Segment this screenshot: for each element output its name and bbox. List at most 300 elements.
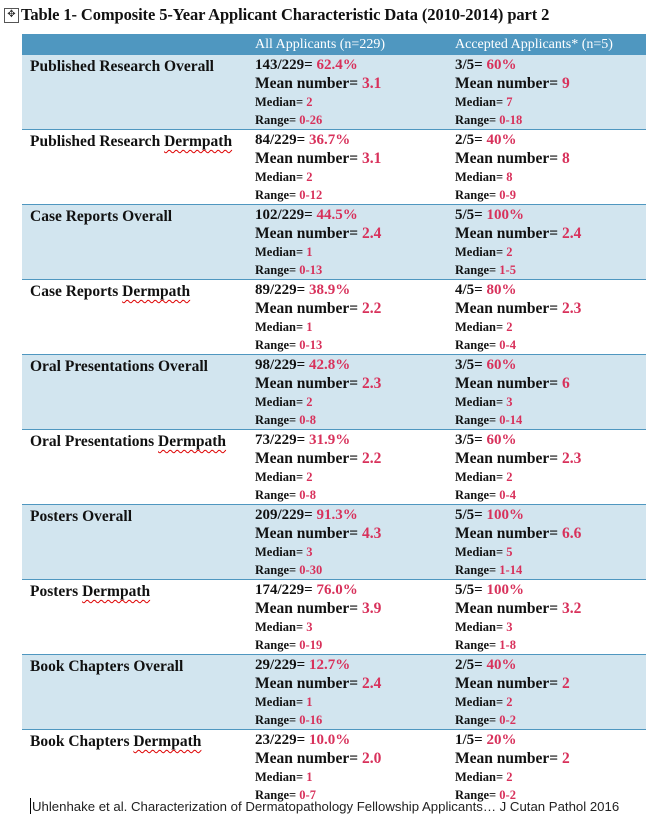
accepted-applicants-cell: [448, 280, 646, 355]
percent: 42.8%: [308, 357, 351, 373]
range-label: Range=: [255, 487, 300, 502]
percent: 100%: [486, 207, 524, 223]
percent: 76.0%: [316, 582, 358, 598]
count-line: [255, 432, 448, 450]
row-label-misspelled: Dermpath: [133, 733, 202, 750]
median-value: 1: [306, 769, 313, 784]
median-line: [255, 243, 448, 261]
percent: 36.7%: [308, 132, 351, 148]
percent: 100%: [486, 507, 524, 523]
row-label-text: Case Reports Overall: [30, 208, 173, 225]
median-value: 3: [506, 394, 513, 409]
median-value: 2: [306, 94, 313, 109]
all-applicants-cell: [248, 205, 448, 280]
median-value: 2: [506, 244, 513, 259]
median-value: 1: [306, 244, 313, 259]
mean-label: Mean number=: [255, 749, 362, 767]
count: 29/229=: [255, 657, 309, 673]
median-label: Median=: [455, 694, 507, 709]
range-line: [455, 411, 646, 429]
table-body: [22, 55, 646, 804]
count: 174/229=: [255, 582, 317, 598]
median-label: Median=: [255, 319, 307, 334]
median-line: [455, 243, 646, 261]
table-title: Table 1- Composite 5-Year Applicant Characteristic Data (2010-2014) part 2: [21, 5, 550, 24]
mean-line: [455, 450, 646, 468]
all-applicants-cell: [248, 580, 448, 655]
median-label: Median=: [455, 544, 507, 559]
mean-label: Mean number=: [255, 674, 362, 692]
row-label-cell: [22, 55, 248, 130]
count: 2/5=: [455, 132, 487, 148]
count: 102/229=: [255, 207, 317, 223]
mean-label: Mean number=: [255, 374, 362, 392]
row-label: [29, 432, 248, 451]
count: 209/229=: [255, 507, 317, 523]
mean-value: 2.4: [362, 224, 382, 242]
median-line: [455, 93, 646, 111]
row-label-text: Case Reports: [30, 283, 123, 300]
table-row: [22, 580, 646, 655]
median-label: Median=: [455, 394, 507, 409]
median-label: Median=: [255, 169, 307, 184]
count: 3/5=: [455, 57, 487, 73]
row-label-cell: [22, 430, 248, 505]
range-line: [455, 711, 646, 729]
mean-line: [255, 225, 448, 243]
median-line: [255, 318, 448, 336]
percent: 60%: [486, 432, 517, 448]
median-line: [255, 393, 448, 411]
range-line: [455, 261, 646, 279]
median-label: Median=: [455, 319, 507, 334]
accepted-applicants-cell: [448, 205, 646, 280]
mean-label: Mean number=: [455, 74, 562, 92]
count-line: [255, 57, 448, 75]
mean-label: Mean number=: [255, 224, 362, 242]
mean-value: 2.4: [562, 224, 582, 242]
mean-value: 6.6: [562, 524, 582, 542]
range-line: [255, 111, 448, 129]
count-line: [455, 282, 646, 300]
range-label: Range=: [255, 562, 300, 577]
median-value: 5: [506, 544, 513, 559]
median-line: [455, 693, 646, 711]
percent: 91.3%: [316, 507, 358, 523]
mean-label: Mean number=: [455, 224, 562, 242]
median-label: Median=: [255, 244, 307, 259]
range-label: Range=: [255, 337, 300, 352]
median-line: [455, 318, 646, 336]
mean-line: [455, 525, 646, 543]
count: 5/5=: [455, 507, 487, 523]
median-value: 3: [306, 619, 313, 634]
row-label-cell: [22, 580, 248, 655]
median-line: [255, 768, 448, 786]
range-value: 1-5: [499, 262, 516, 277]
percent: 62.4%: [316, 57, 358, 73]
percent: 44.5%: [316, 207, 358, 223]
range-label: Range=: [255, 112, 300, 127]
median-line: [255, 168, 448, 186]
mean-line: [455, 150, 646, 168]
table-row: [22, 730, 646, 805]
mean-value: 3.2: [562, 599, 582, 617]
range-label: Range=: [255, 787, 300, 802]
accepted-applicants-cell: [448, 655, 646, 730]
mean-value: 2.3: [562, 299, 582, 317]
count-line: [255, 732, 448, 750]
count: 98/229=: [255, 357, 309, 373]
mean-value: 2.0: [362, 749, 382, 767]
mean-line: [255, 675, 448, 693]
median-value: 2: [506, 694, 513, 709]
range-line: [255, 261, 448, 279]
count-line: [255, 282, 448, 300]
range-value: 0-13: [299, 337, 323, 352]
range-value: 0-2: [499, 712, 516, 727]
row-label-misspelled: Dermpath: [122, 283, 191, 300]
row-label: [29, 57, 248, 76]
mean-value: 2.2: [362, 299, 382, 317]
header-row: [22, 34, 646, 55]
all-applicants-cell: [248, 130, 448, 205]
range-label: Range=: [455, 337, 500, 352]
range-value: 0-2: [499, 787, 516, 802]
count: 84/229=: [255, 132, 309, 148]
mean-value: 3.1: [362, 74, 382, 92]
median-value: 2: [306, 169, 313, 184]
range-line: [255, 636, 448, 654]
mean-label: Mean number=: [455, 524, 562, 542]
mean-value: 2.2: [362, 449, 382, 467]
range-line: [255, 561, 448, 579]
median-line: [255, 693, 448, 711]
count-line: [255, 357, 448, 375]
range-label: Range=: [455, 562, 500, 577]
mean-value: 9: [562, 74, 570, 92]
median-label: Median=: [255, 394, 307, 409]
count-line: [255, 582, 448, 600]
median-line: [255, 93, 448, 111]
table-row: [22, 355, 646, 430]
range-value: 0-13: [299, 262, 323, 277]
mean-value: 2.3: [562, 449, 582, 467]
percent: 60%: [486, 57, 517, 73]
median-line: [455, 168, 646, 186]
all-applicants-cell: [248, 730, 448, 805]
row-label-text: Published Research Overall: [30, 58, 214, 75]
mean-label: Mean number=: [255, 299, 362, 317]
accepted-applicants-cell: [448, 55, 646, 130]
percent: 20%: [486, 732, 517, 748]
range-value: 0-8: [299, 487, 316, 502]
all-applicants-cell: [248, 505, 448, 580]
row-label-misspelled: Dermpath: [158, 433, 227, 450]
mean-value: 2.3: [362, 374, 382, 392]
range-value: 0-18: [499, 112, 523, 127]
count: 73/229=: [255, 432, 309, 448]
mean-line: [455, 300, 646, 318]
row-label-text: Posters: [30, 583, 83, 600]
median-value: 8: [506, 169, 513, 184]
table-row: [22, 55, 646, 130]
range-line: [455, 186, 646, 204]
percent: 40%: [486, 657, 517, 673]
median-value: 7: [506, 94, 513, 109]
range-line: [255, 486, 448, 504]
range-line: [455, 561, 646, 579]
mean-line: [255, 375, 448, 393]
median-line: [255, 468, 448, 486]
count-line: [255, 207, 448, 225]
row-label: [29, 207, 248, 226]
mean-value: 8: [562, 149, 570, 167]
mean-line: [255, 600, 448, 618]
row-label: [29, 282, 248, 301]
range-value: 0-12: [299, 187, 323, 202]
count: 5/5=: [455, 207, 487, 223]
table-move-handle-icon[interactable]: ✥: [4, 8, 19, 23]
count-line: [255, 507, 448, 525]
citation-text: Uhlenhake et al. Characterization of Dermatopathology Fellowship Applicants… J Cutan Pathol 2016: [32, 799, 620, 814]
median-line: [455, 543, 646, 561]
row-label: [29, 582, 248, 601]
median-label: Median=: [255, 469, 307, 484]
mean-line: [255, 75, 448, 93]
mean-line: [455, 675, 646, 693]
mean-label: Mean number=: [255, 599, 362, 617]
range-value: 1-14: [499, 562, 523, 577]
row-label: [29, 132, 248, 151]
median-value: 2: [506, 769, 513, 784]
range-value: 0-7: [299, 787, 316, 802]
count: 3/5=: [455, 432, 487, 448]
range-label: Range=: [255, 712, 300, 727]
range-value: 0-4: [499, 487, 516, 502]
header-cell-accepted: Accepted Applicants* (n=5): [448, 34, 646, 55]
percent: 80%: [486, 282, 517, 298]
row-label-cell: [22, 730, 248, 805]
median-label: Median=: [255, 694, 307, 709]
median-line: [455, 468, 646, 486]
range-label: Range=: [455, 637, 500, 652]
count-line: [455, 207, 646, 225]
row-label: [29, 507, 248, 526]
row-label-text: Book Chapters Overall: [30, 658, 184, 675]
row-label-cell: [22, 505, 248, 580]
count: 1/5=: [455, 732, 487, 748]
median-value: 3: [506, 619, 513, 634]
mean-value: 3.1: [362, 149, 382, 167]
mean-line: [455, 75, 646, 93]
count-line: [455, 732, 646, 750]
mean-value: 2: [562, 749, 570, 767]
accepted-applicants-cell: [448, 430, 646, 505]
median-label: Median=: [455, 94, 507, 109]
header-cell-label: [22, 34, 248, 55]
range-value: 0-30: [299, 562, 323, 577]
all-applicants-cell: [248, 355, 448, 430]
count: 4/5=: [455, 282, 487, 298]
count: 89/229=: [255, 282, 309, 298]
count: 5/5=: [455, 582, 487, 598]
median-line: [455, 618, 646, 636]
row-label-text: Oral Presentations Overall: [30, 358, 208, 375]
median-value: 1: [306, 319, 313, 334]
range-label: Range=: [455, 262, 500, 277]
median-value: 2: [306, 469, 313, 484]
row-label-cell: [22, 130, 248, 205]
table-row: [22, 430, 646, 505]
mean-label: Mean number=: [255, 149, 362, 167]
accepted-applicants-cell: [448, 355, 646, 430]
median-label: Median=: [255, 619, 307, 634]
row-label-cell: [22, 280, 248, 355]
count: 2/5=: [455, 657, 487, 673]
accepted-applicants-cell: [448, 580, 646, 655]
mean-value: 2.4: [362, 674, 382, 692]
row-label: [29, 357, 248, 376]
range-line: [455, 111, 646, 129]
range-label: Range=: [455, 112, 500, 127]
row-label-cell: [22, 655, 248, 730]
count: 143/229=: [255, 57, 317, 73]
range-line: [455, 636, 646, 654]
mean-label: Mean number=: [455, 374, 562, 392]
mean-label: Mean number=: [455, 599, 562, 617]
median-label: Median=: [455, 619, 507, 634]
range-label: Range=: [455, 787, 500, 802]
median-value: 2: [506, 319, 513, 334]
count-line: [455, 432, 646, 450]
range-label: Range=: [255, 187, 300, 202]
median-value: 3: [306, 544, 313, 559]
range-line: [255, 186, 448, 204]
mean-label: Mean number=: [255, 524, 362, 542]
mean-line: [455, 600, 646, 618]
count: 3/5=: [455, 357, 487, 373]
mean-line: [255, 450, 448, 468]
mean-value: 3.9: [362, 599, 382, 617]
row-label-cell: [22, 205, 248, 280]
percent: 31.9%: [308, 432, 351, 448]
table-row: [22, 505, 646, 580]
count-line: [455, 132, 646, 150]
percent: 100%: [486, 582, 524, 598]
all-applicants-cell: [248, 55, 448, 130]
row-label-misspelled: Dermpath: [164, 133, 233, 150]
median-value: 2: [506, 469, 513, 484]
percent: 10.0%: [308, 732, 351, 748]
accepted-applicants-cell: [448, 130, 646, 205]
title-row: [4, 4, 549, 26]
row-label-text: Book Chapters: [30, 733, 134, 750]
range-label: Range=: [455, 487, 500, 502]
all-applicants-cell: [248, 655, 448, 730]
count-line: [455, 357, 646, 375]
text-cursor: [30, 798, 31, 814]
header-cell-all: All Applicants (n=229): [248, 34, 448, 55]
range-label: Range=: [255, 262, 300, 277]
percent: 12.7%: [308, 657, 351, 673]
range-value: 0-26: [299, 112, 323, 127]
citation-footer: [30, 798, 619, 814]
median-label: Median=: [255, 769, 307, 784]
percent: 40%: [486, 132, 517, 148]
median-line: [455, 393, 646, 411]
median-label: Median=: [255, 544, 307, 559]
range-value: 0-9: [499, 187, 516, 202]
mean-line: [255, 750, 448, 768]
accepted-applicants-cell: [448, 505, 646, 580]
range-value: 0-19: [299, 637, 323, 652]
mean-label: Mean number=: [255, 74, 362, 92]
row-label-text: Published Research: [30, 133, 165, 150]
count-line: [455, 507, 646, 525]
mean-label: Mean number=: [455, 749, 562, 767]
mean-line: [455, 375, 646, 393]
count-line: [455, 657, 646, 675]
row-label-text: Posters Overall: [30, 508, 133, 525]
range-label: Range=: [455, 712, 500, 727]
range-label: Range=: [455, 187, 500, 202]
range-value: 0-8: [299, 412, 316, 427]
median-label: Median=: [455, 244, 507, 259]
range-label: Range=: [455, 412, 500, 427]
mean-label: Mean number=: [455, 149, 562, 167]
median-label: Median=: [255, 94, 307, 109]
mean-line: [255, 150, 448, 168]
range-label: Range=: [255, 637, 300, 652]
table-row: [22, 655, 646, 730]
mean-line: [255, 525, 448, 543]
row-label-misspelled: Dermpath: [82, 583, 151, 600]
range-line: [255, 711, 448, 729]
row-label-cell: [22, 355, 248, 430]
table-row: [22, 130, 646, 205]
median-label: Median=: [455, 469, 507, 484]
mean-label: Mean number=: [255, 449, 362, 467]
median-label: Median=: [455, 169, 507, 184]
range-value: 0-14: [499, 412, 523, 427]
mean-line: [455, 225, 646, 243]
range-line: [455, 336, 646, 354]
mean-line: [255, 300, 448, 318]
accepted-applicants-cell: [448, 730, 646, 805]
mean-line: [455, 750, 646, 768]
range-value: 0-16: [299, 712, 323, 727]
range-value: 0-4: [499, 337, 516, 352]
mean-value: 4.3: [362, 524, 382, 542]
all-applicants-cell: [248, 430, 448, 505]
count: 23/229=: [255, 732, 309, 748]
table-row: [22, 205, 646, 280]
count-line: [255, 657, 448, 675]
percent: 38.9%: [308, 282, 351, 298]
mean-label: Mean number=: [455, 674, 562, 692]
percent: 60%: [486, 357, 517, 373]
median-value: 1: [306, 694, 313, 709]
range-line: [255, 336, 448, 354]
row-label: [29, 657, 248, 676]
mean-label: Mean number=: [455, 449, 562, 467]
median-line: [255, 543, 448, 561]
range-line: [455, 486, 646, 504]
median-label: Median=: [455, 769, 507, 784]
median-value: 2: [306, 394, 313, 409]
range-label: Range=: [255, 412, 300, 427]
